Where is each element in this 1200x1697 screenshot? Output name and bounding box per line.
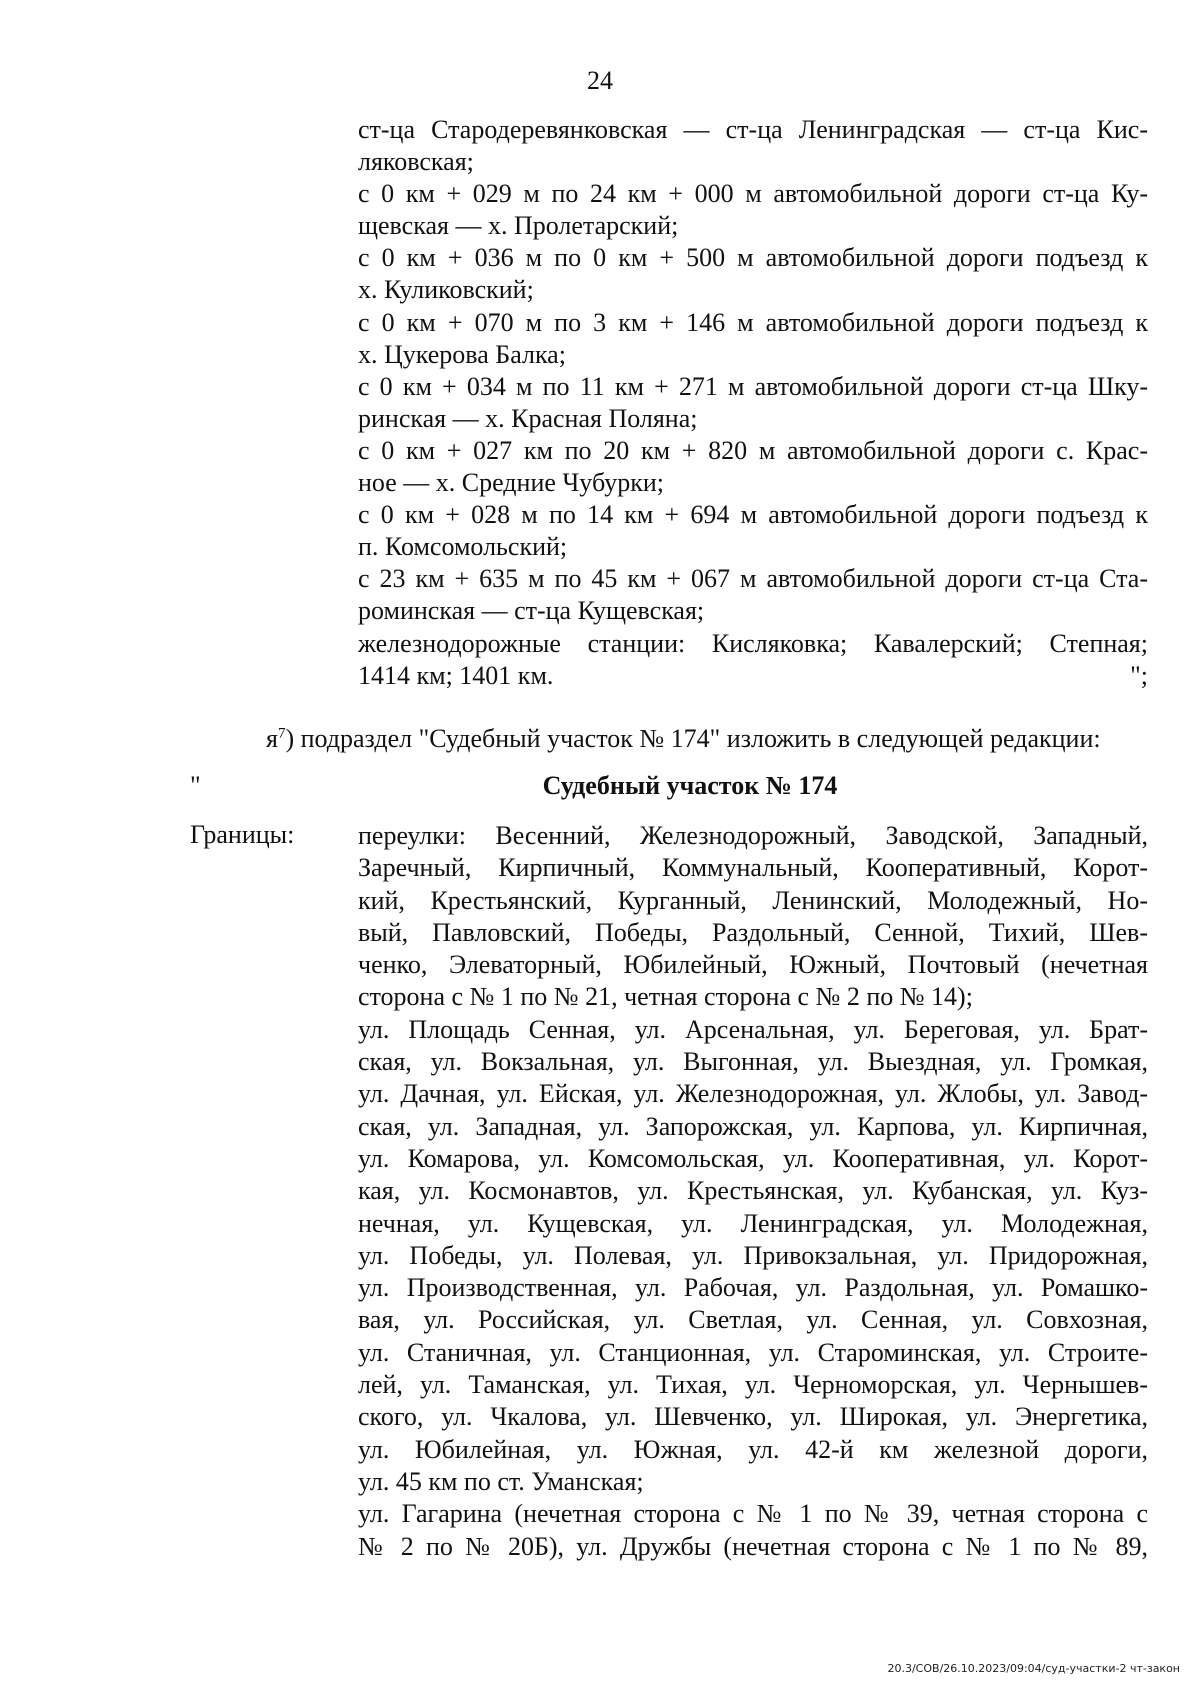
- road-list: [358, 114, 1148, 692]
- text-line: х. Куликовский;: [358, 275, 534, 305]
- text-line: Заречный, Кирпичный, Коммунальный, Кооперативный, Корот-: [358, 853, 1148, 883]
- boundaries-list: [358, 820, 1148, 1563]
- text-line: ул. Юбилейная, ул. Южная, ул. 42-й км железной дороги,: [358, 1434, 1148, 1464]
- text-line: кая, ул. Космонавтов, ул. Крестьянская, ул. Кубанская, ул. Куз-: [358, 1176, 1148, 1206]
- opening-quote: ": [190, 771, 201, 800]
- text-line: ст-ца Стародеревянковская — ст-ца Ленинградская — ст-ца Кис-: [358, 115, 1148, 144]
- text-line: п. Комсомольский;: [358, 532, 568, 562]
- text-line: с 0 км + 027 км по 20 км + 820 м автомобильной дороги с. Крас-: [358, 435, 1148, 465]
- text-line: ул. Станичная, ул. Станционная, ул. Староминская, ул. Строите-: [358, 1337, 1148, 1367]
- text-line: с 0 км + 028 м по 14 км + 694 м автомобильной дороги подъезд к: [358, 500, 1148, 530]
- text-line: сторона с № 1 по № 21, четная сторона с № 2 по № 14);: [358, 982, 973, 1012]
- text-line: ул. Площадь Сенная, ул. Арсенальная, ул. Береговая, ул. Брат-: [358, 1014, 1148, 1044]
- text-line: ул. 45 км по ст. Уманская;: [358, 1466, 644, 1496]
- text-line: кий, Крестьянский, Курганный, Ленинский, Молодежный, Но-: [358, 885, 1148, 915]
- amendment-superscript: 7: [277, 725, 286, 742]
- text-line: с 0 км + 070 м по 3 км + 146 м автомобильной дороги подъезд к: [358, 307, 1148, 337]
- text-line: ринская — х. Красная Поляна;: [358, 403, 698, 433]
- amendment-paragraph: [266, 724, 1101, 754]
- text-line: вая, ул. Российская, ул. Светлая, ул. Сенная, ул. Совхозная,: [358, 1305, 1148, 1335]
- text-line: ул. Дачная, ул. Ейская, ул. Железнодорожная, ул. Жлобы, ул. Завод-: [358, 1079, 1148, 1109]
- text-line: ского, ул. Чкалова, ул. Шевченко, ул. Широкая, ул. Энергетика,: [358, 1402, 1148, 1432]
- text-line-last: [358, 660, 1148, 692]
- text-line: лей, ул. Таманская, ул. Тихая, ул. Черноморская, ул. Чернышев-: [358, 1370, 1148, 1400]
- closing-quote: ";: [1130, 660, 1148, 690]
- text-line: с 0 км + 029 м по 24 км + 000 м автомобильной дороги ст-ца Ку-: [358, 179, 1148, 209]
- page-number: 24: [587, 66, 613, 95]
- text-line: щевская — х. Пролетарский;: [358, 211, 679, 241]
- text-line: ное — х. Средние Чубурки;: [358, 468, 664, 498]
- text-line: нечная, ул. Кущевская, ул. Ленинградская, ул. Молодежная,: [358, 1208, 1148, 1238]
- text-line: ляковская;: [358, 147, 474, 177]
- amendment-text: ) подраздел "Судебный участок № 174" изложить в следующей редакции:: [285, 724, 1101, 753]
- text-line: с 0 км + 036 м по 0 км + 500 м автомобильной дороги подъезд к: [358, 243, 1148, 273]
- text-line: ул. Гагарина (нечетная сторона с № 1 по № 39, четная сторона с: [358, 1499, 1148, 1529]
- text-line: с 23 км + 635 м по 45 км + 067 м автомобильной дороги ст-ца Ста-: [358, 564, 1148, 594]
- text-line: переулки: Весенний, Железнодорожный, Заводской, Западный,: [358, 821, 1148, 850]
- text-line: железнодорожные станции: Кисляковка; Кавалерский; Степная;: [358, 628, 1148, 658]
- boundaries-label: Границы:: [190, 820, 295, 849]
- amendment-prefix: я: [266, 724, 278, 753]
- document-footer: 20.3/СОВ/26.10.2023/09:04/суд-участки-2 чт-закон: [887, 1662, 1180, 1675]
- text-line: х. Цукерова Балка;: [358, 339, 566, 369]
- text-line: ская, ул. Западная, ул. Запорожская, ул. Карпова, ул. Кирпичная,: [358, 1111, 1148, 1141]
- text-line: ченко, Элеваторный, Юбилейный, Южный, Почтовый (нечетная: [358, 950, 1148, 980]
- section-heading: Судебный участок № 174: [542, 771, 838, 800]
- text-line: ул. Производственная, ул. Рабочая, ул. Раздольная, ул. Ромашко-: [358, 1273, 1148, 1303]
- text-line: с 0 км + 034 м по 11 км + 271 м автомобильной дороги ст-ца Шку-: [358, 371, 1148, 401]
- text-line: 1414 км; 1401 км.: [358, 660, 554, 690]
- text-line: ул. Победы, ул. Полевая, ул. Привокзальная, ул. Придорожная,: [358, 1240, 1148, 1270]
- text-line: ул. Комарова, ул. Комсомольская, ул. Кооперативная, ул. Корот-: [358, 1143, 1148, 1173]
- text-line: вый, Павловский, Победы, Раздольный, Сенной, Тихий, Шев-: [358, 917, 1148, 947]
- text-line: роминская — ст-ца Кущевская;: [358, 596, 705, 626]
- text-line: ская, ул. Вокзальная, ул. Выгонная, ул. Выездная, ул. Громкая,: [358, 1047, 1148, 1077]
- text-line: № 2 по № 20Б), ул. Дружбы (нечетная сторона с № 1 по № 89,: [358, 1531, 1148, 1561]
